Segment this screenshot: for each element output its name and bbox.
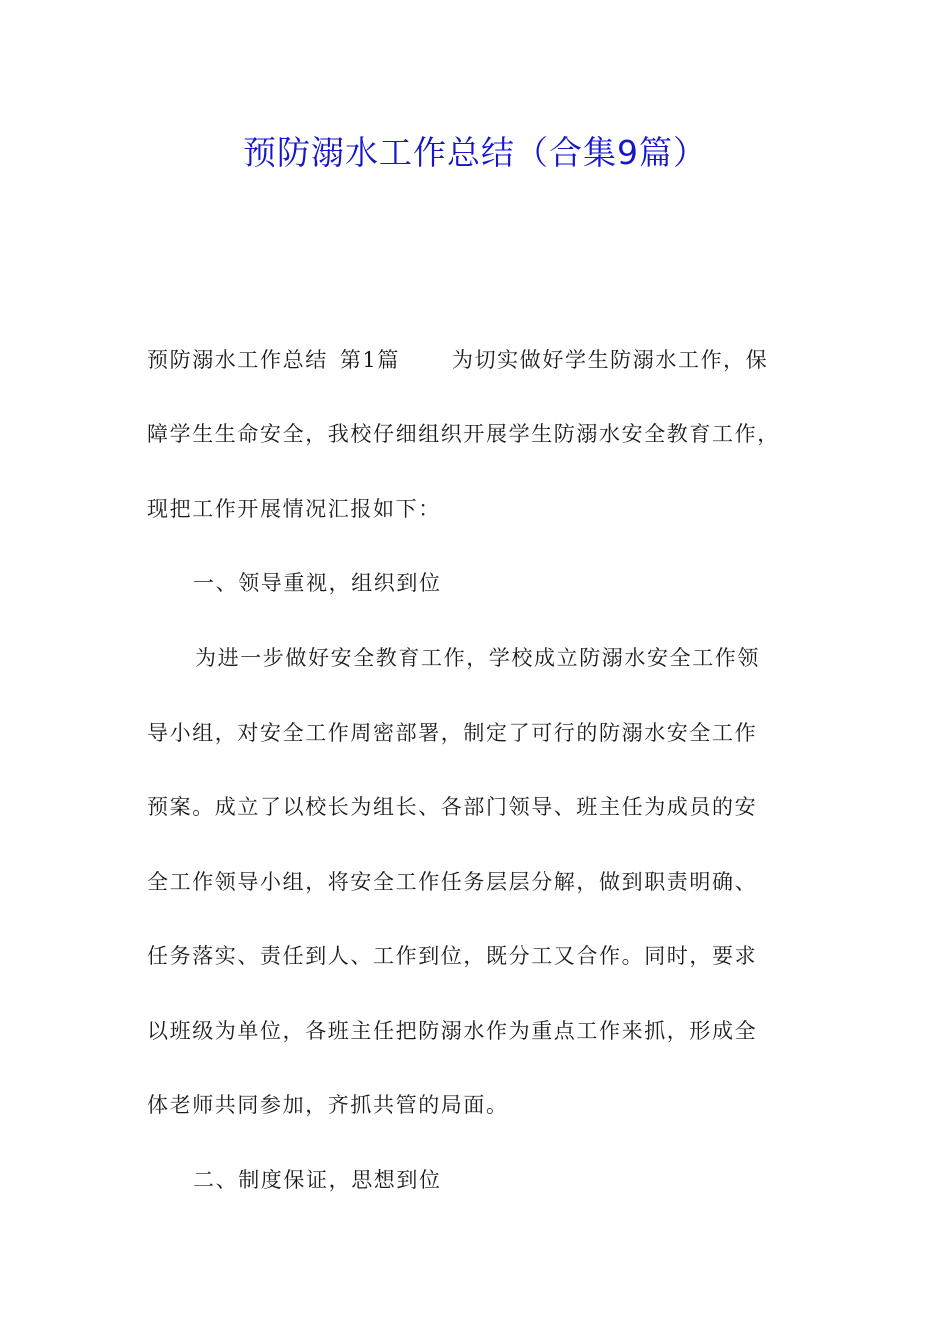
paragraph-line: 体老师共同参加，齐抓共管的局面。	[147, 1093, 509, 1117]
paragraph-line: 预案。成立了以校长为组长、各部门领导、班主任为成员的安	[147, 795, 758, 819]
paragraph-line: 全工作领导小组，将安全工作任务层层分解，做到职责明确、	[147, 870, 758, 894]
paragraph-line: 现把工作开展情况汇报如下：	[147, 497, 441, 521]
document-title: 预防溺水工作总结（合集9篇）	[243, 133, 707, 172]
paragraph-line: 任务落实、责任到人、工作到位，既分工又合作。同时，要求	[147, 944, 758, 968]
intro-line-1	[147, 340, 817, 380]
paragraph-line: 障学生生命安全，我校仔细组织开展学生防溺水安全教育工作，	[147, 422, 780, 446]
intro-label: 预防溺水工作总结	[147, 348, 328, 372]
paragraph-line: 为进一步做好安全教育工作，学校成立防溺水安全工作领	[195, 646, 760, 670]
intro-part: 第1篇	[339, 348, 400, 372]
section-heading-2: 二、制度保证，思想到位	[193, 1168, 442, 1192]
paragraph-line: 以班级为单位，各班主任把防溺水作为重点工作来抓，形成全	[147, 1019, 758, 1043]
paragraph-line: 导小组，对安全工作周密部署，制定了可行的防溺水安全工作	[147, 721, 758, 745]
section-heading-1: 一、领导重视，组织到位	[193, 571, 442, 595]
intro-text-1: 为切实做好学生防溺水工作，保	[451, 348, 769, 372]
